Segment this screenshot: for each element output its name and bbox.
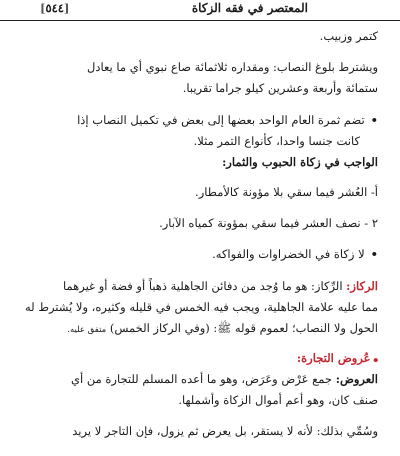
term-rikaz: الركاز:	[346, 279, 378, 293]
text-line: وسُمِّي بذلك: لأنه لا يستقر، بل يعرض ثم يزول، فإن التاجر لا يريد	[72, 424, 378, 438]
text-line: ٢ - نصف العشر فيما سقي بمؤونة كمياه الآبار.	[159, 216, 378, 230]
text-line	[18, 276, 378, 297]
text: جمع عَرْض وعَرَض، وهو ما أعده المسلم للتجارة من أي	[70, 372, 333, 386]
heading-text: عُروض التجارة:	[296, 351, 371, 365]
text-line: صنف كان، وهو أعم أموال الزكاة وأشملها.	[178, 393, 378, 407]
text-line: كتمر وزبيب.	[319, 29, 378, 43]
bullet: •	[370, 113, 378, 127]
page-number: [٥٤٤]	[40, 1, 70, 15]
text: تضم ثمرة العام الواحد بعضها إلى بعض في تكميل النصاب إذا	[77, 113, 365, 127]
text-line: كانت جنسا واحدا، كأنواع التمر مثلا.	[193, 134, 360, 148]
section-subheading: الواجب في زكاة الحبوب والثمار:	[222, 155, 378, 169]
page-header	[0, 0, 400, 21]
text-line: ويشترط بلوغ النصاب: ومقداره ثلاثمائة صاع نبوي أي ما يعادل	[87, 60, 378, 74]
text-line: مما عليه علامة الجاهلية، ويجب فيه الخمس في قليله وكثيره، ولا يُشترط له	[25, 300, 378, 314]
book-title: المعتصر في فقه الزكاة	[191, 1, 308, 15]
text-line: ستمائة وأربعة وعشرين كيلو جراما تقريبا.	[182, 81, 378, 95]
text: الحول ولا النصاب؛ لعموم قوله ﷺ: (وفي الركاز الخمس)	[109, 321, 378, 335]
bullet-line	[18, 244, 378, 265]
term-urood: العروض:	[335, 372, 378, 386]
text: لا زكاة في الخضراوات والفواكه.	[212, 247, 365, 261]
bullet: •	[370, 247, 378, 261]
text-line	[18, 369, 378, 390]
text-line: أ- العُشر فيما سقي بلا مؤونة كالأمطار.	[195, 185, 378, 199]
hadith-reference: متفق عليه.	[67, 325, 107, 335]
section-heading	[18, 348, 378, 371]
page-number-value: ٥٤٤	[45, 1, 64, 15]
heading-ornament-icon: ⦁	[373, 355, 378, 365]
text-line	[18, 318, 378, 341]
bullet-line	[18, 110, 378, 131]
text: الرِّكاز: هو ما وُجد من دفائن الجاهلية ذهباً أو فضة أو غيرهما	[63, 279, 343, 293]
